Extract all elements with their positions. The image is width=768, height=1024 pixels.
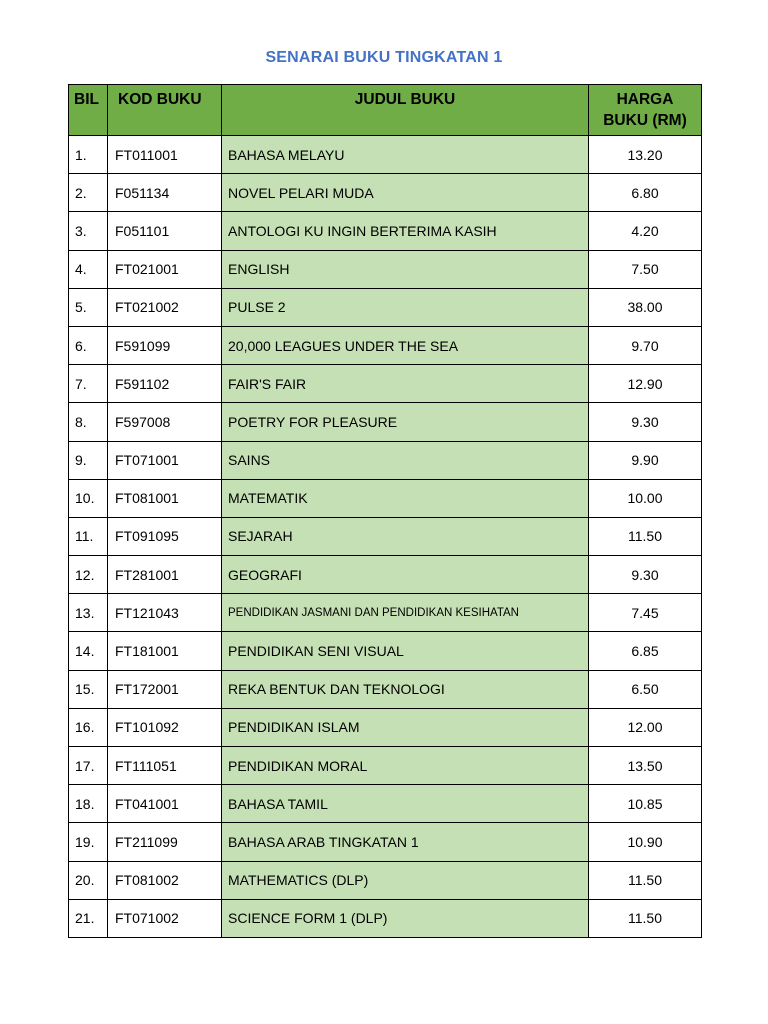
cell-harga: 10.00 [589, 479, 702, 517]
cell-judul-buku: SEJARAH [222, 517, 589, 555]
cell-harga: 6.80 [589, 174, 702, 212]
cell-judul-buku: 20,000 LEAGUES UNDER THE SEA [222, 326, 589, 364]
cell-kod-buku: FT172001 [108, 670, 222, 708]
cell-kod-buku: FT011001 [108, 136, 222, 174]
page-title: SENARAI BUKU TINGKATAN 1 [265, 49, 503, 66]
cell-bil: 3. [69, 212, 108, 250]
cell-judul-buku: MATHEMATICS (DLP) [222, 861, 589, 899]
table-row [69, 670, 702, 708]
table-row [69, 403, 702, 441]
cell-bil: 19. [69, 823, 108, 861]
cell-kod-buku: F591102 [108, 365, 222, 403]
cell-harga: 9.90 [589, 441, 702, 479]
table-row [69, 288, 702, 326]
table-row [69, 899, 702, 937]
cell-judul-buku: PULSE 2 [222, 288, 589, 326]
cell-kod-buku: FT211099 [108, 823, 222, 861]
table-row [69, 441, 702, 479]
cell-judul-buku: POETRY FOR PLEASURE [222, 403, 589, 441]
cell-harga: 13.20 [589, 136, 702, 174]
cell-bil: 8. [69, 403, 108, 441]
cell-bil: 5. [69, 288, 108, 326]
cell-judul-buku: SAINS [222, 441, 589, 479]
cell-harga: 13.50 [589, 747, 702, 785]
cell-bil: 21. [69, 899, 108, 937]
table-row [69, 479, 702, 517]
cell-kod-buku: FT021001 [108, 250, 222, 288]
table-row [69, 517, 702, 555]
table-row [69, 747, 702, 785]
cell-kod-buku: FT121043 [108, 594, 222, 632]
cell-bil: 14. [69, 632, 108, 670]
cell-kod-buku: F051134 [108, 174, 222, 212]
cell-bil: 6. [69, 326, 108, 364]
cell-judul-buku: GEOGRAFI [222, 556, 589, 594]
table-row [69, 785, 702, 823]
cell-kod-buku: FT101092 [108, 708, 222, 746]
cell-bil: 18. [69, 785, 108, 823]
table-row [69, 174, 702, 212]
cell-bil: 9. [69, 441, 108, 479]
cell-kod-buku: FT181001 [108, 632, 222, 670]
table-row [69, 326, 702, 364]
table-row [69, 708, 702, 746]
cell-bil: 2. [69, 174, 108, 212]
table-row [69, 136, 702, 174]
cell-harga: 6.85 [589, 632, 702, 670]
cell-kod-buku: F051101 [108, 212, 222, 250]
table-row [69, 632, 702, 670]
cell-judul-buku: NOVEL PELARI MUDA [222, 174, 589, 212]
header-kod-buku: KOD BUKU [108, 85, 222, 136]
cell-judul-buku: PENDIDIKAN SENI VISUAL [222, 632, 589, 670]
cell-judul-buku: BAHASA MELAYU [222, 136, 589, 174]
table-header [69, 85, 702, 136]
book-list-table [68, 84, 702, 938]
cell-harga: 9.70 [589, 326, 702, 364]
table-row [69, 594, 702, 632]
cell-judul-buku: ENGLISH [222, 250, 589, 288]
cell-harga: 11.50 [589, 517, 702, 555]
header-harga-buku [589, 85, 702, 136]
cell-bil: 16. [69, 708, 108, 746]
header-judul-buku: JUDUL BUKU [222, 85, 589, 136]
cell-bil: 10. [69, 479, 108, 517]
cell-bil: 12. [69, 556, 108, 594]
table-row [69, 556, 702, 594]
cell-harga: 7.50 [589, 250, 702, 288]
cell-kod-buku: FT071001 [108, 441, 222, 479]
table-row [69, 823, 702, 861]
cell-bil: 1. [69, 136, 108, 174]
cell-kod-buku: FT091095 [108, 517, 222, 555]
cell-judul-buku: PENDIDIKAN ISLAM [222, 708, 589, 746]
cell-bil: 15. [69, 670, 108, 708]
cell-harga: 10.85 [589, 785, 702, 823]
cell-judul-buku: PENDIDIKAN MORAL [222, 747, 589, 785]
header-row [69, 85, 702, 136]
table-body [69, 136, 702, 938]
table-row [69, 212, 702, 250]
cell-kod-buku: FT081001 [108, 479, 222, 517]
table-row [69, 250, 702, 288]
cell-bil: 4. [69, 250, 108, 288]
table-row [69, 861, 702, 899]
cell-kod-buku: FT041001 [108, 785, 222, 823]
header-bil: BIL [69, 85, 108, 136]
cell-bil: 7. [69, 365, 108, 403]
cell-bil: 17. [69, 747, 108, 785]
header-harga-line1: HARGA [616, 91, 674, 108]
header-harga-line2: BUKU (RM) [603, 112, 687, 129]
cell-kod-buku: FT281001 [108, 556, 222, 594]
cell-judul-buku: BAHASA ARAB TINGKATAN 1 [222, 823, 589, 861]
cell-judul-buku: PENDIDIKAN JASMANI DAN PENDIDIKAN KESIHATAN [222, 594, 589, 632]
cell-bil: 11. [69, 517, 108, 555]
cell-harga: 9.30 [589, 403, 702, 441]
cell-kod-buku: FT071002 [108, 899, 222, 937]
cell-kod-buku: F591099 [108, 326, 222, 364]
cell-harga: 38.00 [589, 288, 702, 326]
cell-judul-buku: ANTOLOGI KU INGIN BERTERIMA KASIH [222, 212, 589, 250]
cell-harga: 12.00 [589, 708, 702, 746]
cell-harga: 6.50 [589, 670, 702, 708]
cell-judul-buku: REKA BENTUK DAN TEKNOLOGI [222, 670, 589, 708]
cell-harga: 12.90 [589, 365, 702, 403]
cell-kod-buku: F597008 [108, 403, 222, 441]
cell-kod-buku: FT021002 [108, 288, 222, 326]
cell-judul-buku: MATEMATIK [222, 479, 589, 517]
cell-bil: 20. [69, 861, 108, 899]
cell-harga: 10.90 [589, 823, 702, 861]
cell-kod-buku: FT081002 [108, 861, 222, 899]
cell-harga: 4.20 [589, 212, 702, 250]
cell-bil: 13. [69, 594, 108, 632]
cell-harga: 11.50 [589, 899, 702, 937]
cell-harga: 11.50 [589, 861, 702, 899]
table-row [69, 365, 702, 403]
cell-judul-buku: FAIR'S FAIR [222, 365, 589, 403]
cell-harga: 9.30 [589, 556, 702, 594]
cell-harga: 7.45 [589, 594, 702, 632]
cell-kod-buku: FT111051 [108, 747, 222, 785]
cell-judul-buku: SCIENCE FORM 1 (DLP) [222, 899, 589, 937]
cell-judul-buku: BAHASA TAMIL [222, 785, 589, 823]
